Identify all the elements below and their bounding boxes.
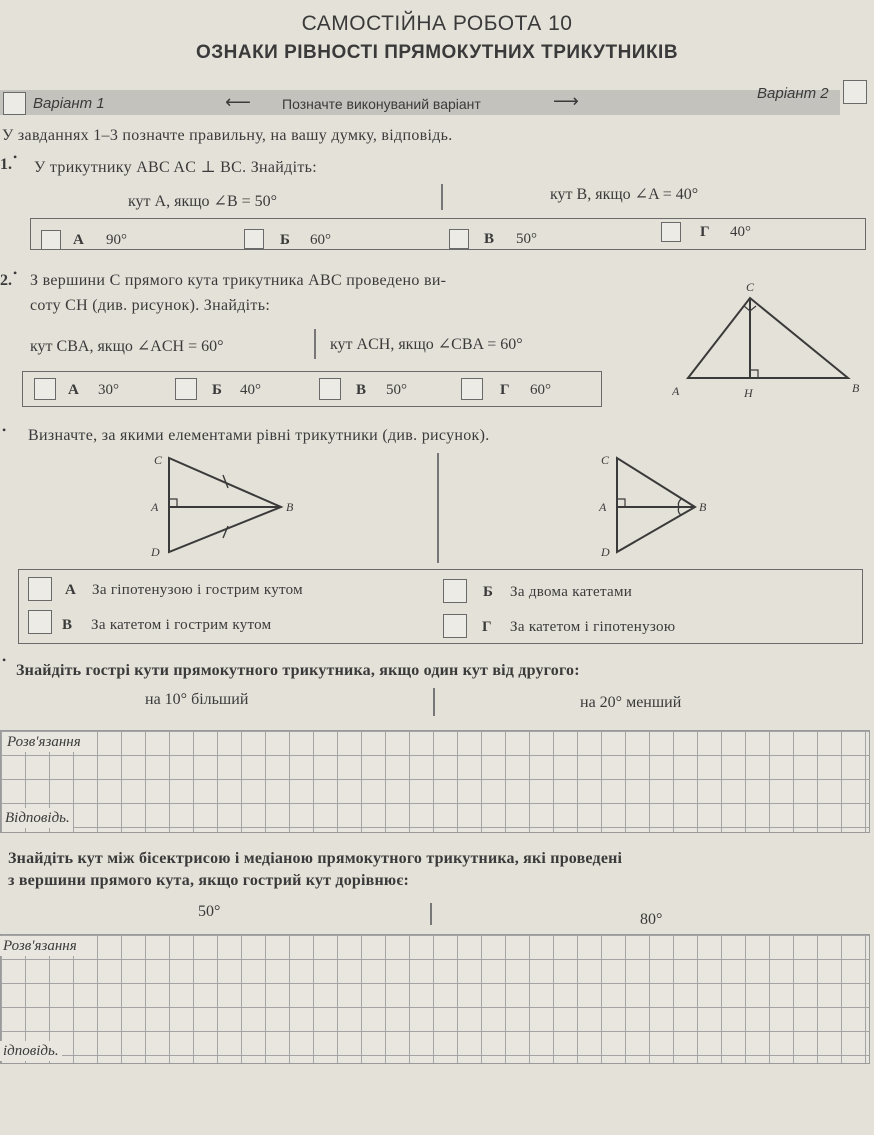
- hint-left-arrow: ⟵: [225, 92, 251, 112]
- task5-condition-right: 80°: [640, 911, 663, 928]
- task3-option-b-checkbox[interactable]: [443, 579, 467, 603]
- task2-option-c-value: 50°: [386, 382, 407, 398]
- task1-option-a-checkbox[interactable]: [41, 230, 61, 250]
- task2-option-c-letter: В: [356, 382, 367, 398]
- task2-number: 2.: [0, 272, 12, 289]
- task2-option-a-letter: А: [68, 382, 79, 398]
- task2-option-d-checkbox[interactable]: [461, 378, 483, 400]
- task4-condition-right: на 20° менший: [580, 694, 682, 711]
- vertex-c-label: C: [746, 280, 755, 294]
- task2-condition-left: кут CBA, якщо ∠ACH = 60°: [30, 338, 224, 355]
- task3-option-c-value: За катетом і гострим кутом: [91, 617, 272, 633]
- hint-right-arrow: ⟶: [553, 91, 579, 111]
- task1-option-d-checkbox[interactable]: [661, 222, 681, 242]
- task1-option-c-value: 50°: [516, 231, 537, 247]
- task1-condition-left: кут A, якщо ∠B = 50°: [128, 193, 278, 210]
- variant1-label: Варіант 1: [33, 95, 105, 112]
- task4-condition-left: на 10° більший: [145, 691, 249, 708]
- task3-divider: [437, 453, 439, 563]
- angle-arc-b-upper: [678, 499, 681, 507]
- task5-solution-label: Розв'язання: [0, 936, 80, 956]
- task4-solution-grid[interactable]: [0, 730, 870, 833]
- task2-option-a-value: 30°: [98, 382, 119, 398]
- task5-condition-left: 50°: [198, 903, 221, 920]
- task3-dot: •: [2, 423, 7, 437]
- triangles-outline: [617, 458, 695, 552]
- task5-line1: Знайдіть кут між бісектрисою і медіаною прямокутного трикутника, які проведені: [8, 850, 623, 867]
- task4-answer-label: Відповідь.: [2, 808, 73, 828]
- task1-option-b-checkbox[interactable]: [244, 229, 264, 249]
- instructions: У завданнях 1–3 позначте правильну, на вашу думку, відповідь.: [2, 127, 453, 144]
- task5-solution-grid[interactable]: [0, 934, 870, 1064]
- task1-dot: •: [13, 150, 18, 164]
- fig3r-b-label: B: [699, 500, 707, 514]
- task3-option-d-value: За катетом і гіпотенузою: [510, 619, 676, 635]
- variant2-checkbox[interactable]: [843, 80, 867, 104]
- fig3r-d-label: D: [601, 545, 610, 559]
- variant-hint: Позначте виконуваний варіант: [282, 96, 481, 112]
- fig3l-a-label: A: [151, 500, 159, 514]
- task1-option-b-value: 60°: [310, 232, 331, 248]
- task2-line2: соту CH (див. рисунок). Знайдіть:: [30, 297, 271, 314]
- task1-option-c-checkbox[interactable]: [449, 229, 469, 249]
- task3-option-d-checkbox[interactable]: [443, 614, 467, 638]
- fig3r-a-label: A: [599, 500, 607, 514]
- fig3l-d-label: D: [151, 545, 160, 559]
- task4-text: Знайдіть гострі кути прямокутного трикутника, якщо один кут від другого:: [16, 662, 580, 679]
- page-subtitle: ОЗНАКИ РІВНОСТІ ПРЯМОКУТНИХ ТРИКУТНИКІВ: [195, 42, 679, 63]
- task4-divider: [433, 688, 435, 716]
- task3-figure-right: [595, 450, 725, 562]
- task3-text: Визначте, за якими елементами рівні трикутники (див. рисунок).: [28, 427, 490, 444]
- task3-option-a-value: За гіпотенузою і гострим кутом: [92, 582, 303, 598]
- task1-divider: [441, 184, 443, 210]
- task5-line2: з вершини прямого кута, якщо гострий кут дорівнює:: [8, 872, 409, 889]
- vertex-b-label: B: [852, 381, 860, 395]
- task3-figure-left: [145, 450, 315, 562]
- vertex-h-label: H: [744, 386, 753, 400]
- right-angle-mark-h: [750, 370, 758, 378]
- task3-option-c-checkbox[interactable]: [28, 610, 52, 634]
- variant1-checkbox[interactable]: [3, 92, 26, 115]
- task1-number: 1.: [0, 156, 12, 173]
- vertex-a-label: A: [672, 384, 680, 398]
- task2-dot: •: [13, 266, 18, 280]
- task1-option-d-letter: Г: [700, 224, 710, 240]
- task3-option-d-letter: Г: [482, 619, 492, 635]
- tick-mark-db: [223, 526, 228, 538]
- page-title: САМОСТІЙНА РОБОТА 10: [301, 12, 573, 35]
- task4-dot: •: [2, 653, 7, 667]
- task3-option-b-value: За двома катетами: [510, 584, 633, 600]
- task5-answer-label: ідповідь.: [0, 1041, 62, 1061]
- fig3l-c-label: C: [154, 453, 163, 467]
- task2-option-d-value: 60°: [530, 382, 551, 398]
- task2-divider: [314, 329, 316, 359]
- task2-option-c-checkbox[interactable]: [319, 378, 341, 400]
- task2-option-b-value: 40°: [240, 382, 261, 398]
- task4-solution-label: Розв'язання: [4, 732, 84, 752]
- triangle-abc: [688, 298, 848, 378]
- task2-option-d-letter: Г: [500, 382, 510, 398]
- fig3l-b-label: B: [286, 500, 294, 514]
- variant2-label: Варіант 2: [757, 85, 829, 102]
- task3-option-b-letter: Б: [483, 584, 493, 600]
- task1-text: У трикутнику ABC AC ⊥ BC. Знайдіть:: [34, 159, 317, 176]
- task2-option-b-checkbox[interactable]: [175, 378, 197, 400]
- task2-triangle-figure: [672, 276, 872, 404]
- task2-condition-right: кут ACH, якщо ∠CBA = 60°: [330, 336, 523, 353]
- task2-option-a-checkbox[interactable]: [34, 378, 56, 400]
- task1-option-a-value: 90°: [106, 232, 127, 248]
- task1-option-c-letter: В: [484, 231, 495, 247]
- task1-condition-right: кут B, якщо ∠A = 40°: [550, 186, 699, 203]
- task3-option-a-letter: А: [65, 582, 76, 598]
- task2-line1: З вершини C прямого кута трикутника ABC проведено ви-: [30, 272, 447, 289]
- task3-option-a-checkbox[interactable]: [28, 577, 52, 601]
- fig3r-c-label: C: [601, 453, 610, 467]
- task3-option-c-letter: В: [62, 617, 73, 633]
- triangles-outline: [169, 458, 281, 552]
- task1-option-d-value: 40°: [730, 224, 751, 240]
- task1-option-a-letter: А: [73, 232, 84, 248]
- task5-divider: [430, 903, 432, 925]
- right-angle-mark-a: [169, 499, 177, 507]
- task2-option-b-letter: Б: [212, 382, 222, 398]
- task1-option-b-letter: Б: [280, 232, 290, 248]
- angle-arc-b-lower: [678, 507, 681, 515]
- right-angle-mark-a: [617, 499, 625, 507]
